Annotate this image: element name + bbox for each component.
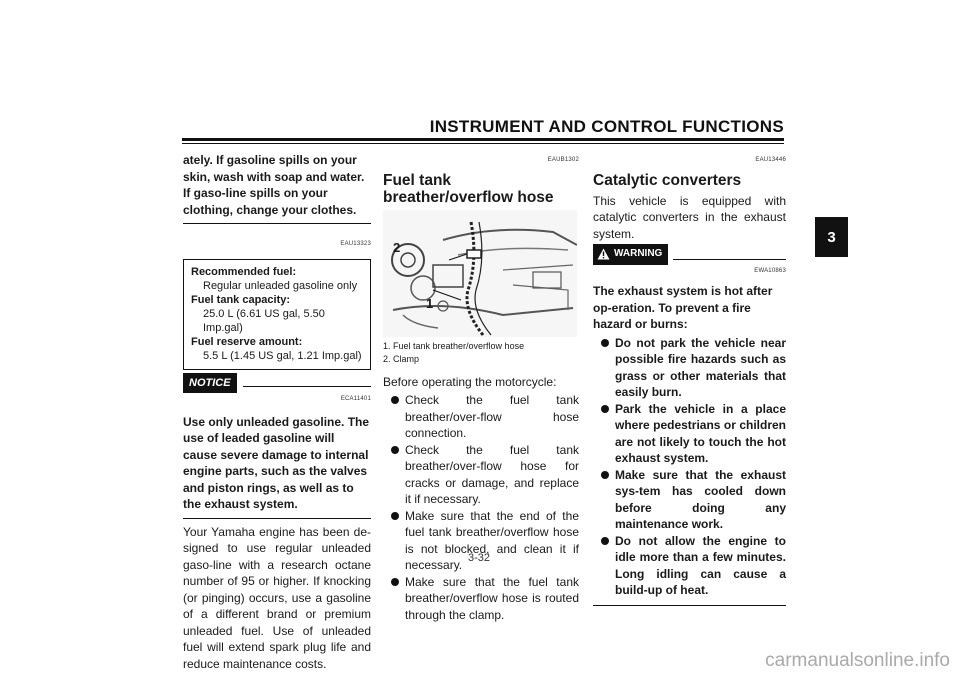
list-item: Do not park the vehicle near possible fire hazards such as grass or other materials that easily burn. [593,335,786,401]
bullet-icon [391,446,399,454]
motorcycle-illustration [383,210,577,337]
breather-intro: Before operating the motorcycle: [383,374,557,389]
bullet-icon [601,405,609,413]
continued-warning-text: ately. If gasoline spills on your skin, wash with soap and water. If gaso-line spills on your clothing, change your clothes. [183,153,365,217]
bullet-icon [601,537,609,545]
bullet-icon [391,512,399,520]
warning-header [593,244,786,265]
warning-badge-label: WARNING [614,248,663,259]
chapter-tab: 3 [815,217,848,257]
fuel-reserve-label: Fuel reserve amount: [191,335,303,348]
fuel-capacity-label: Fuel tank capacity: [191,293,291,306]
figure-label-2: 2 [393,239,401,255]
column-fuel [183,152,371,672]
list-item: Make sure that the end of the fuel tank breather/overflow hose is not blocked, and clean it if necessary. [383,508,579,574]
warning-badge [593,244,668,265]
fuel-spec-box [183,259,371,370]
divider [183,518,371,519]
notice-header [183,373,371,394]
bullet-icon [391,396,399,404]
header-rule [182,138,784,141]
fuel-capacity-value: 25.0 L (6.61 US gal, 5.50 Imp.gal) [203,307,325,334]
breather-hose-illustration [383,210,577,337]
list-item: Make sure that the fuel tank breather/overflow hose is routed through the clamp. [383,574,579,624]
bullet-icon [601,339,609,347]
recommended-fuel-label: Recommended fuel: [191,265,297,278]
page-number: 3-32 [468,552,491,564]
breather-checklist [383,392,579,623]
bullet-icon [601,471,609,479]
list-item: Do not allow the engine to idle more than a few minutes. Long idling can cause a build-up of heat. [593,533,786,599]
caption-item: 2. Clamp [383,353,420,364]
header-rule-thin [182,143,784,144]
warning-text: The exhaust system is hot after op-eration. To prevent a fire hazard or burns: [593,284,773,331]
section-code: EAU13446 [755,157,786,163]
column-catalytic-converters [593,152,786,611]
warning-code: EWA10863 [754,267,786,274]
notice-badge: NOTICE [183,373,237,394]
figure-label-1: 1 [426,295,434,311]
section-code: EAUB1302 [547,157,579,163]
fuel-reserve-value: 5.5 L (1.45 US gal, 1.21 Imp.gal) [203,349,362,362]
list-item: Check the fuel tank breather/over-flow hose for cracks or damage, and replace it if necessary. [383,442,579,508]
caption-item: 1. Fuel tank breather/overflow hose [383,340,525,351]
list-item: Make sure that the exhaust sys-tem has cooled down before doing any maintenance work. [593,467,786,533]
section-heading: Fuel tank breather/overflow hose [383,171,554,206]
warning-triangle-icon [597,248,610,260]
warning-list [593,335,786,599]
notice-text: Use only unleaded gasoline. The use of leaded gasoline will cause severe damage to internal engine parts, such as the valves and piston rings, as well as to the exhaust system. [183,414,370,511]
recommended-fuel-value: Regular unleaded gasoline only [203,279,358,292]
section-heading: Catalytic converters [593,171,742,189]
warning-rule [673,259,786,260]
figure-caption [383,340,579,366]
divider [593,605,786,606]
notice-rule [243,386,371,387]
divider [183,223,371,224]
section-code: EAU13323 [340,241,371,247]
bullet-icon [391,578,399,586]
list-item: Park the vehicle in a place where pedestrians or children are not likely to touch the hot exhaust system. [593,401,786,467]
catalytic-intro: This vehicle is equipped with catalytic converters in the exhaust system. [593,193,786,241]
notice-code: ECA11401 [340,396,371,402]
list-item: Check the fuel tank breather/over-flow hose connection. [383,392,579,442]
page-header-title: INSTRUMENT AND CONTROL FUNCTIONS [429,117,784,136]
fuel-body-text: Your Yamaha engine has been de-signed to use regular unleaded gaso-line with a research octane number of 95 or higher. If knocking (or pinging) occurs, use a gasoline of a different brand or premium unleaded fuel. Use of unleaded fuel will extend spark plug life and reduce maintenance costs. [183,524,371,671]
watermark[interactable]: carmanualsonline.info [765,650,950,671]
